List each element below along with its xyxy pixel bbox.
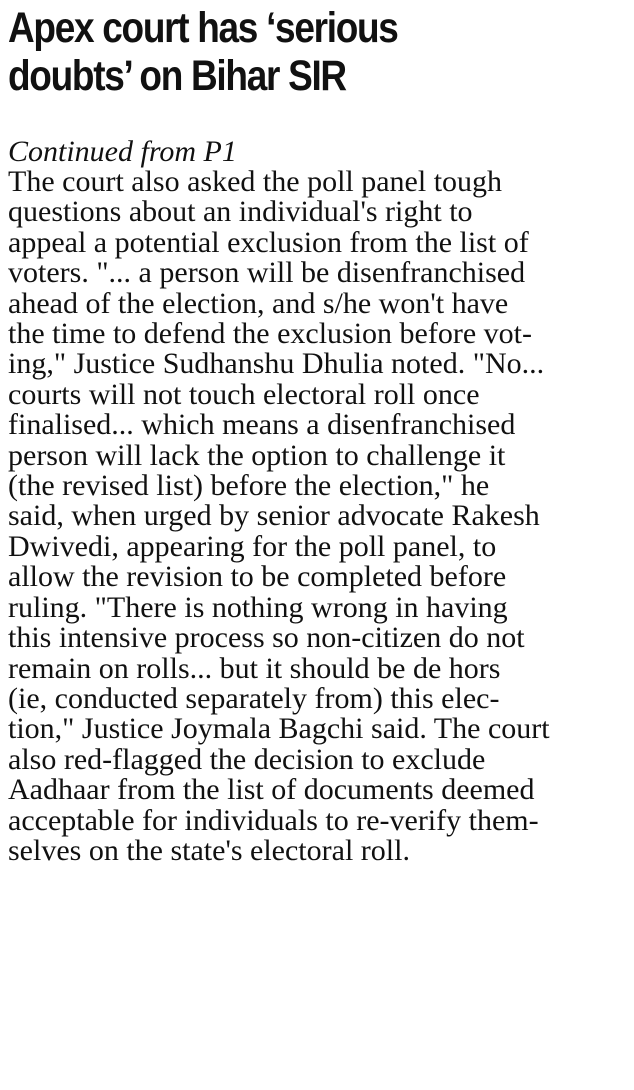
body-line: courts will not touch electoral roll once <box>8 377 480 411</box>
article <box>8 4 628 866</box>
body-line: ahead of the election, and s/he won't have <box>8 286 509 320</box>
body-line: (the revised list) before the election," he <box>8 469 490 503</box>
body-line: (ie, conducted separately from) this elec- <box>8 681 500 715</box>
body-line: voters. "... a person will be disenfranchised <box>8 256 526 290</box>
body-line: allow the revision to be completed before <box>8 560 507 594</box>
headline-line: Apex court has ‘serious <box>8 4 398 52</box>
body-line: ing," Justice Sudhanshu Dhulia noted. "No... <box>8 347 545 381</box>
body-line: Aadhaar from the list of documents deemed <box>8 773 535 807</box>
continued-from-label: Continued from P1 <box>8 135 237 168</box>
body-line: The court also asked the poll panel tough <box>8 165 503 198</box>
body-line: appeal a potential exclusion from the list of <box>8 225 529 259</box>
body-line: this intensive process so non-citizen do not <box>8 621 525 655</box>
body-line: acceptable for individuals to re-verify them- <box>8 803 539 837</box>
body-line: the time to defend the exclusion before vot- <box>8 317 532 351</box>
body-line: finalised... which means a disenfranchised <box>8 408 516 442</box>
body-line: questions about an individual's right to <box>8 195 473 229</box>
body-line: ruling. "There is nothing wrong in having <box>8 590 508 624</box>
body-line: remain on rolls... but it should be de hors <box>8 651 501 685</box>
body-line: tion," Justice Joymala Bagchi said. The court <box>8 712 550 746</box>
body-line: said, when urged by senior advocate Rakesh <box>8 499 540 533</box>
body-line: Dwivedi, appearing for the poll panel, to <box>8 529 497 563</box>
article-body <box>8 167 628 866</box>
headline-line: doubts’ on Bihar SIR <box>8 52 346 100</box>
headline <box>8 4 627 100</box>
body-line: also red-flagged the decision to exclude <box>8 742 486 776</box>
body-line: selves on the state's electoral roll. <box>8 833 410 867</box>
body-line: person will lack the option to challenge it <box>8 438 506 472</box>
